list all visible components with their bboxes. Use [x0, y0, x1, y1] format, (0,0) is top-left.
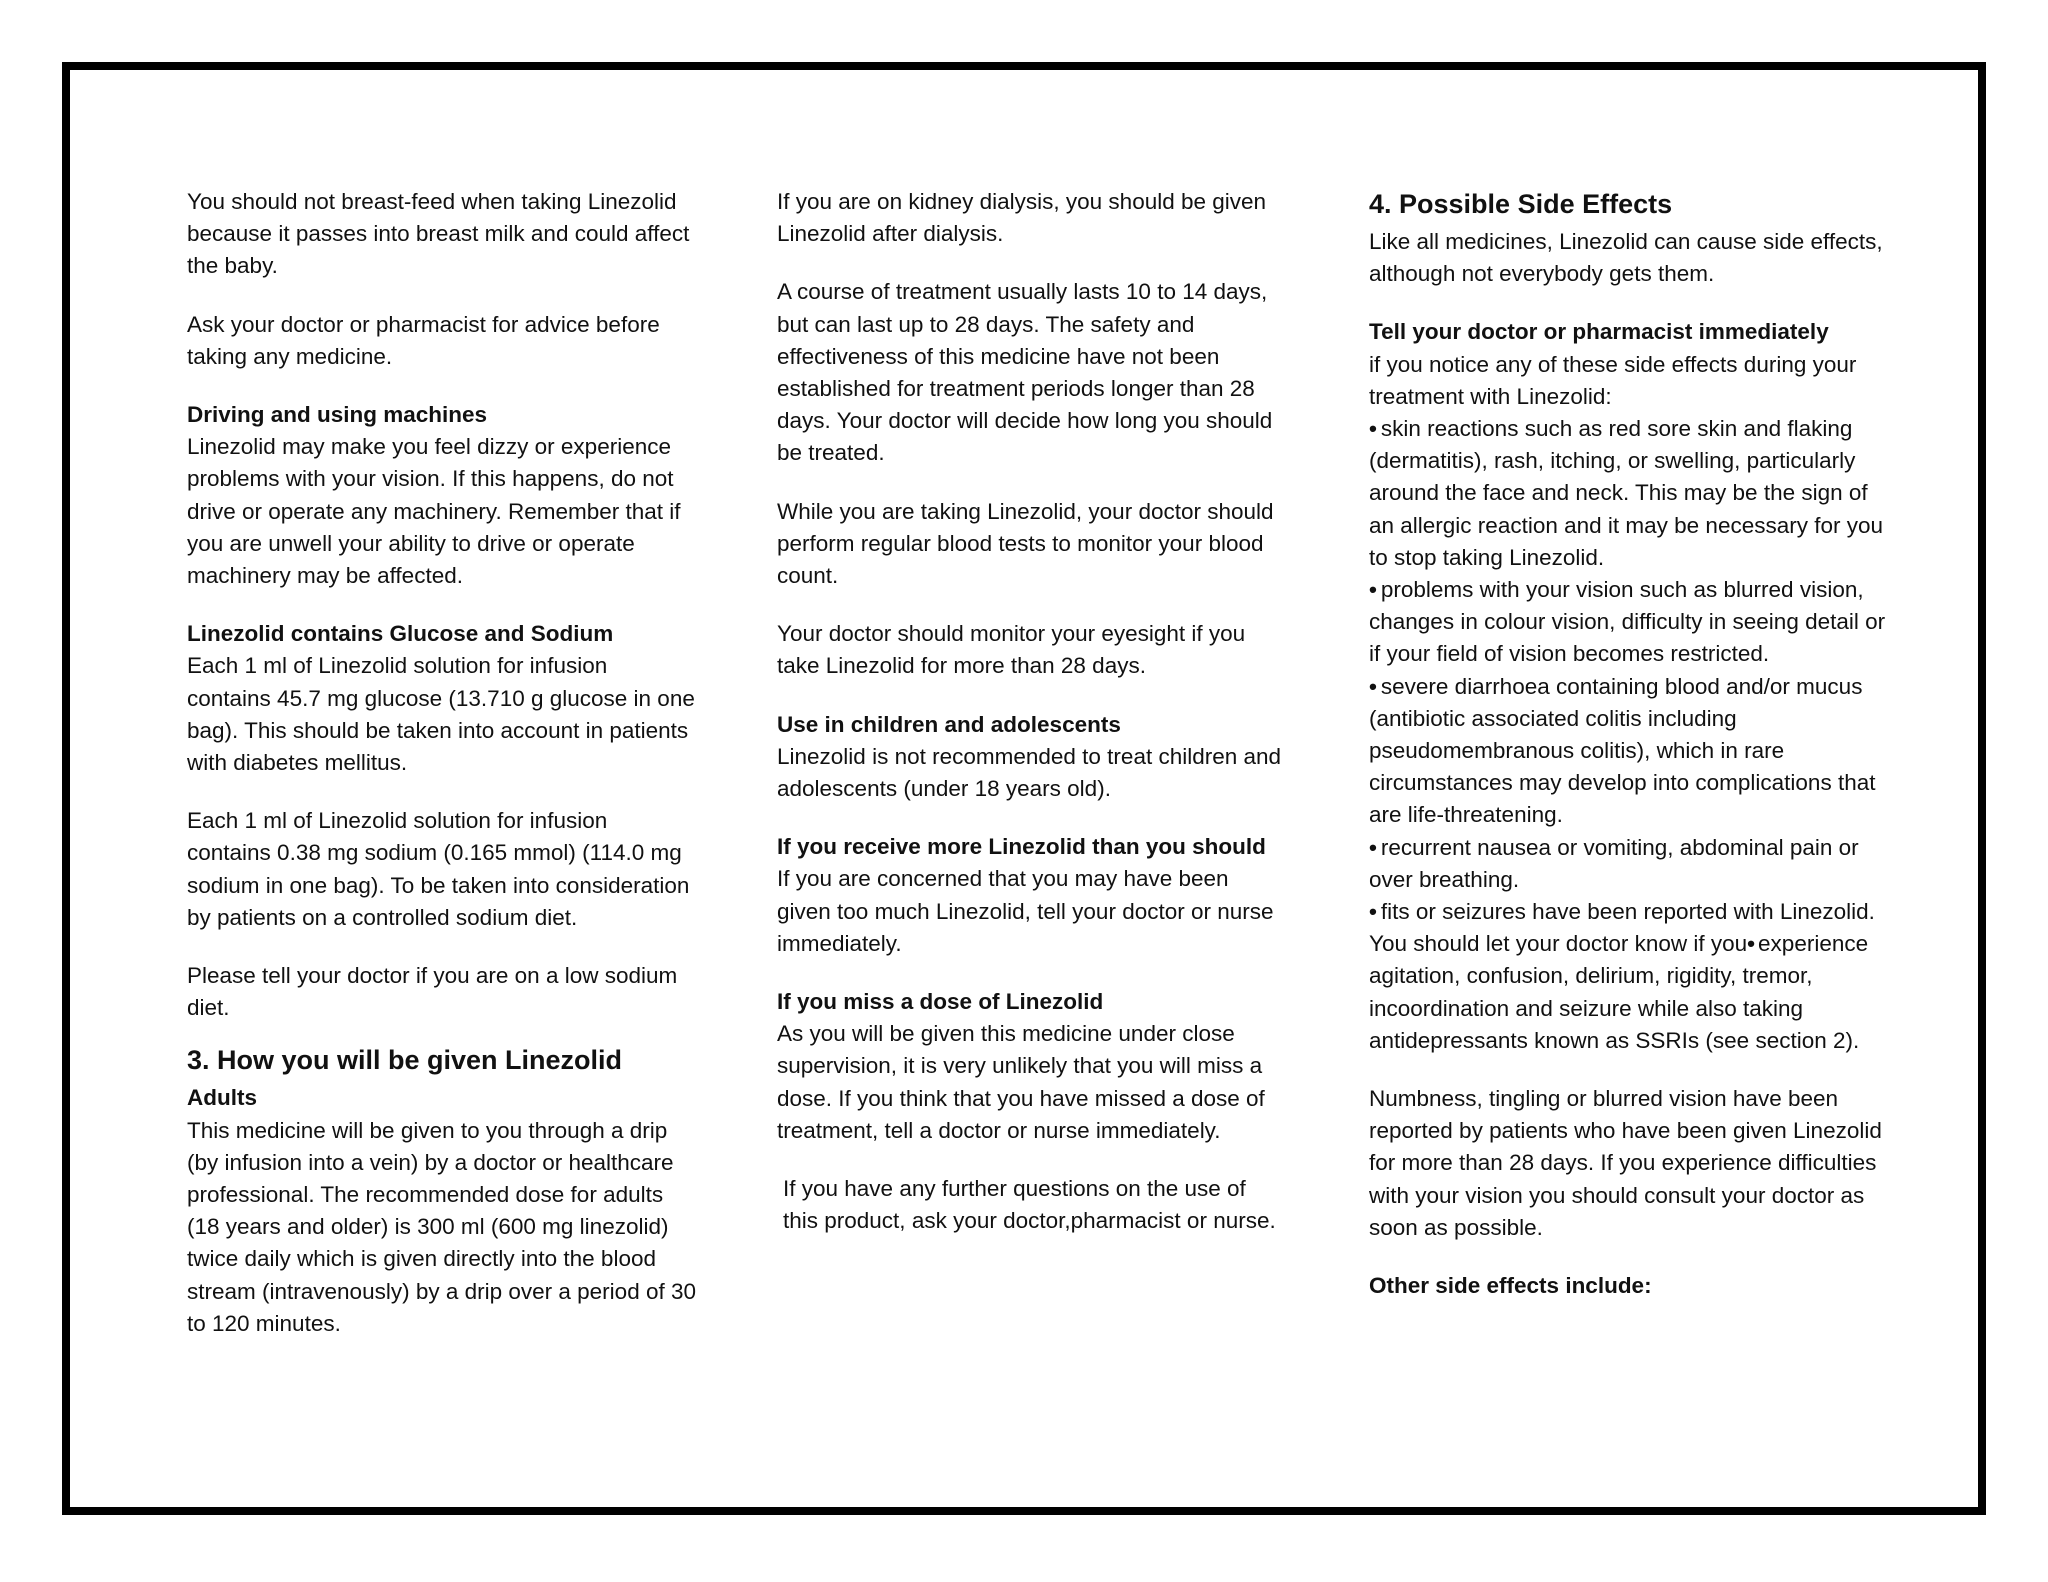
bullet-text: recurrent nausea or vomiting, abdominal pain or over breathing.: [1369, 834, 1859, 892]
bullet-icon: •: [1369, 834, 1377, 860]
immediate-text: if you notice any of these side effects during your treatment with Linezolid:: [1369, 351, 1857, 409]
bullet-text: problems with your vision such as blurred vision, changes in colour vision, difficulty in seeing detail or if your field of vision becomes restricted.: [1369, 577, 1886, 667]
list-item: [1369, 896, 1889, 1057]
section-4-intro: Like all medicines, Linezolid can cause side effects, although not everybody gets them.: [1369, 229, 1883, 287]
immediate-heading: Tell your doctor or pharmacist immediately: [1369, 319, 1829, 345]
section-4-heading: 4. Possible Side Effects: [1369, 189, 1673, 219]
list-item: [1369, 574, 1889, 671]
bullet-text: severe diarrhoea containing blood and/or mucus (antibiotic associated colitis including pseudomembranous colitis), which in rare circumstances may develop into complications that are life-threatening.: [1369, 673, 1876, 828]
column-right: [1369, 186, 1889, 1328]
immediate-section: [1369, 316, 1889, 1057]
section-4: [1369, 186, 1889, 290]
column-middle: [777, 186, 1287, 1263]
advice-paragraph: Ask your doctor or pharmacist for advice before taking any medicine.: [187, 311, 660, 369]
list-item: [1369, 413, 1889, 574]
missed-dose-text: As you will be given this medicine under close supervision, it is very unlikely that you will miss a dose. If you think that you have missed a dose of treatment, tell a doctor or nurse immediately.: [777, 1021, 1265, 1143]
sodium-paragraph: Each 1 ml of Linezolid solution for infusion contains 0.38 mg sodium (0.165 mmol) (114.0 mg sodium in one bag). To be taken into consideration by patients on a controlled sodium diet.: [187, 808, 690, 930]
bullet-icon: •: [1369, 416, 1377, 442]
overdose-section: [777, 831, 1287, 960]
driving-section: [187, 399, 697, 592]
missed-dose-section: [777, 986, 1287, 1147]
glucose-heading: Linezolid contains Glucose and Sodium: [187, 621, 614, 647]
bullet-icon: •: [1747, 931, 1756, 957]
bullet-icon: •: [1369, 577, 1377, 603]
section-3: [187, 1042, 697, 1340]
fits-text-start: fits or seizures have been reported with Linezolid. You should let your doctor know if you: [1369, 899, 1875, 957]
list-item: [1369, 832, 1889, 896]
driving-heading: Driving and using machines: [187, 402, 488, 428]
adults-text: This medicine will be given to you through a drip (by infusion into a vein) by a doctor or healthcare professional. The recommended dose for adults (18 years and older) is 300 ml (600 mg linezolid) twice daily which is given directly into the blood stream (intravenously) by a drip over a period of 30 to 120 minutes.: [187, 1117, 696, 1336]
numbness-paragraph: Numbness, tingling or blurred vision have been reported by patients who have been given Linezolid for more than 28 days. If you experience difficulties with your vision you should consult your doctor as soon as possible.: [1369, 1086, 1882, 1240]
other-effects-heading: Other side effects include:: [1369, 1273, 1652, 1299]
driving-text: Linezolid may make you feel dizzy or experience problems with your vision. If this happens, do not drive or operate any machinery. Remember that if you are unwell your ability to drive or operate machinery may be affected.: [187, 434, 681, 589]
questions-paragraph: If you have any further questions on the use of this product, ask your doctor,pharmacist or nurse.: [783, 1176, 1276, 1234]
glucose-section: [187, 618, 697, 779]
children-text: Linezolid is not recommended to treat children and adolescents (under 18 years old).: [777, 743, 1282, 802]
overdose-heading: If you receive more Linezolid than you should: [777, 834, 1266, 860]
column-left: [187, 186, 697, 1340]
course-paragraph: A course of treatment usually lasts 10 to 14 days, but can last up to 28 days. The safety and effectiveness of this medicine have not been established for treatment periods longer than 28 days. Your doctor will decide how long you should be treated.: [777, 279, 1273, 466]
blood-tests-paragraph: While you are taking Linezolid, your doctor should perform regular blood tests to monitor your blood count.: [777, 498, 1274, 589]
children-heading: Use in children and adolescents: [777, 711, 1121, 737]
bullet-icon: •: [1369, 673, 1377, 699]
eyesight-paragraph: Your doctor should monitor your eyesight if you take Linezolid for more than 28 days.: [777, 621, 1246, 679]
glucose-text: Each 1 ml of Linezolid solution for infusion contains 45.7 mg glucose (13.710 g glucose in one bag). This should be taken into account in patients with diabetes mellitus.: [187, 653, 695, 776]
list-item: [1369, 671, 1889, 832]
missed-dose-heading: If you miss a dose of Linezolid: [777, 989, 1104, 1015]
fits-text-end: experience agitation, confusion, delirium, rigidity, tremor, incoordination and seizure while also taking antidepressants known as SSRIs (see section 2).: [1369, 931, 1869, 1053]
children-section: [777, 709, 1287, 806]
breastfeeding-paragraph: You should not breast-feed when taking Linezolid because it passes into breast milk and could affect the baby.: [187, 189, 690, 279]
adults-subheading: Adults: [187, 1085, 257, 1111]
bullet-icon: •: [1369, 899, 1377, 925]
section-3-heading: 3. How you will be given Linezolid: [187, 1045, 623, 1076]
bullet-text: skin reactions such as red sore skin and flaking (dermatitis), rash, itching, or swelling, particularly around the face and neck. This may be the sign of an allergic reaction and it may be necessary for you to stop taking Linezolid.: [1369, 416, 1884, 570]
overdose-text: If you are concerned that you may have been given too much Linezolid, tell your doctor or nurse immediately.: [777, 866, 1274, 956]
side-effects-list: [1369, 413, 1889, 1057]
dialysis-paragraph: If you are on kidney dialysis, you should be given Linezolid after dialysis.: [777, 189, 1267, 247]
low-sodium-paragraph: Please tell your doctor if you are on a low sodium diet.: [187, 963, 678, 1021]
